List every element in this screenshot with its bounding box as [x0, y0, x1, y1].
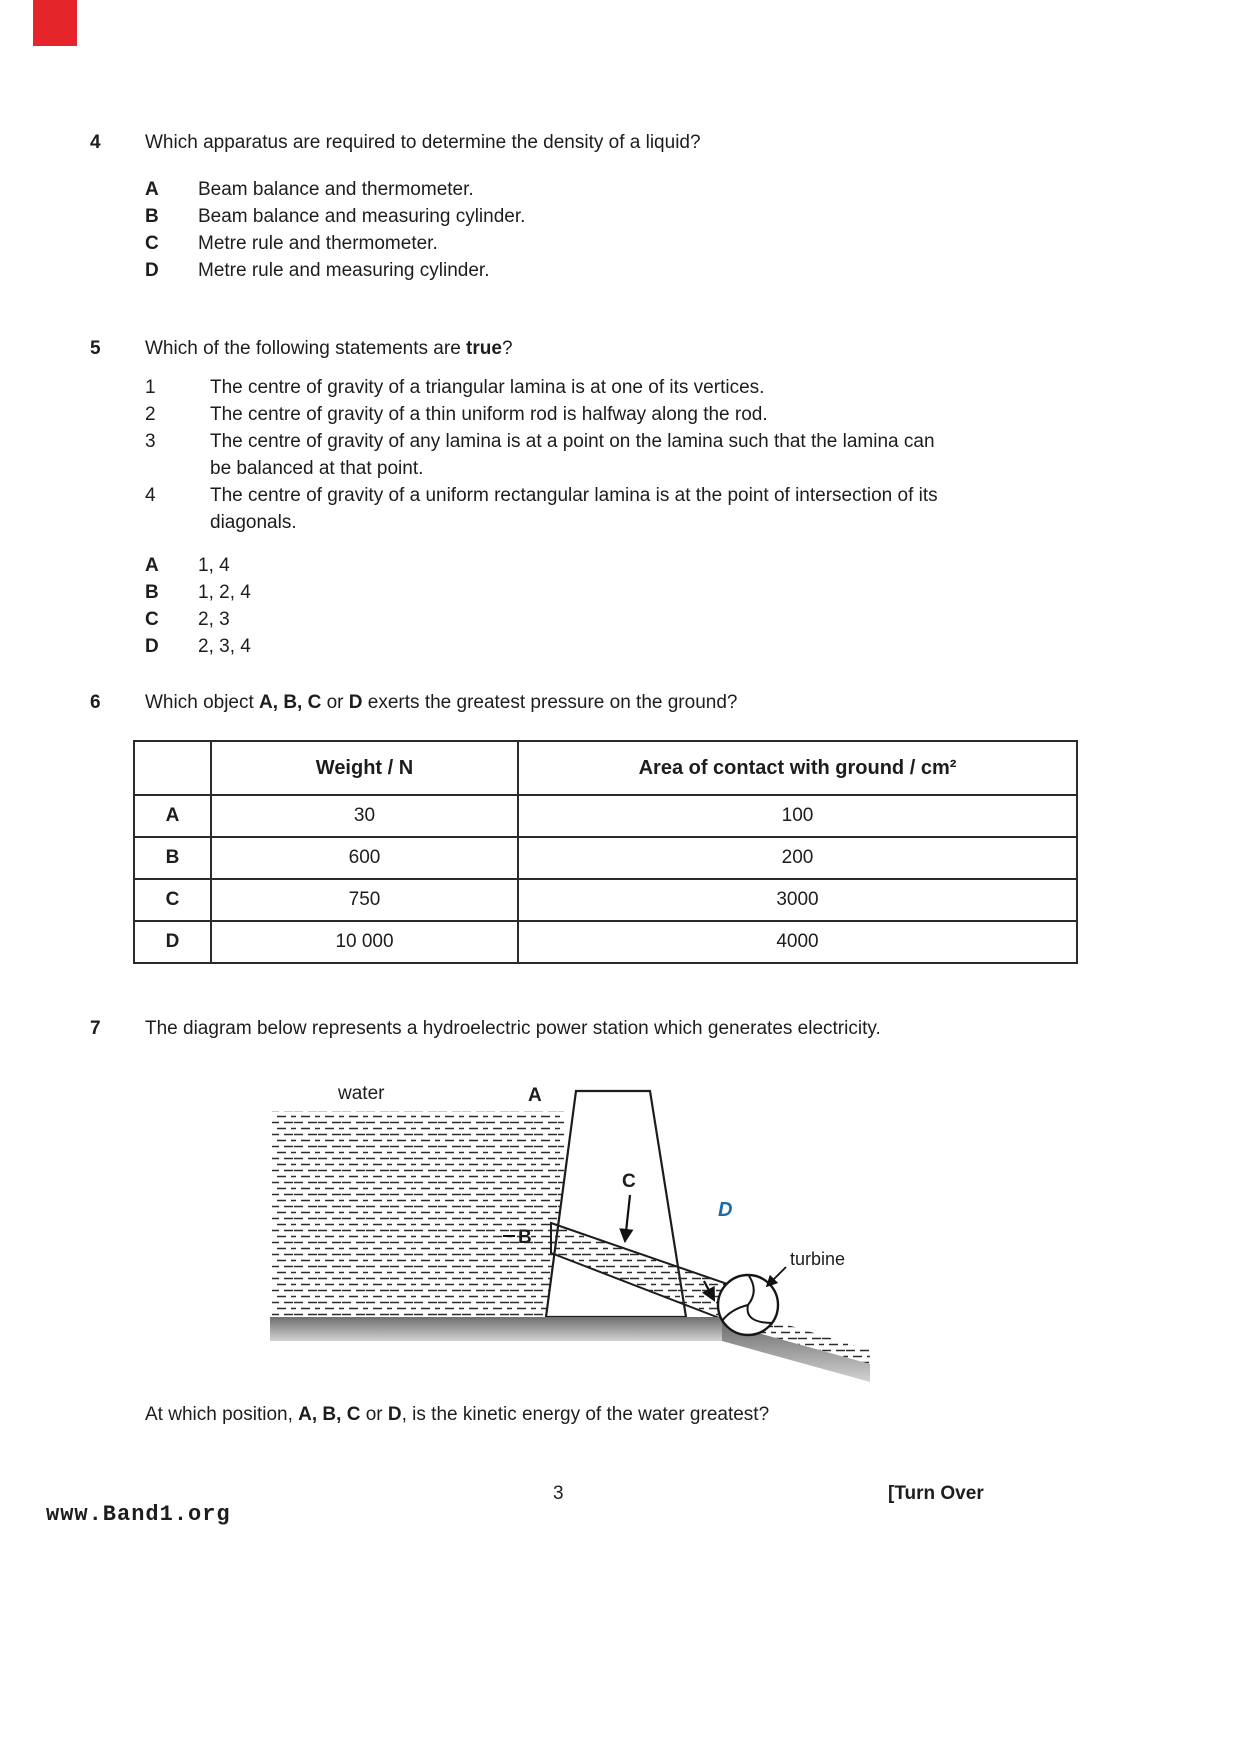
label-d: D [718, 1199, 733, 1221]
statement-row [145, 482, 1045, 536]
page-number: 3 [553, 1483, 564, 1504]
question-6-stem [90, 690, 1078, 716]
row-letter: B [134, 837, 211, 879]
option-letter: A [145, 555, 159, 576]
table-row [134, 837, 1077, 879]
statement-text: The centre of gravity of a triangular lamina is at one of its vertices. [210, 377, 765, 398]
option-row [145, 203, 1045, 230]
table-row [134, 879, 1077, 921]
question-7-question [145, 1402, 769, 1428]
question-number: 6 [90, 692, 101, 713]
label-c: C [622, 1171, 636, 1192]
turbine-leader-arrow [767, 1267, 786, 1286]
option-text: Beam balance and thermometer. [198, 179, 474, 200]
area-value: 4000 [518, 921, 1077, 963]
table-row [134, 921, 1077, 963]
question-7 [90, 1016, 915, 1042]
statement-number: 3 [145, 431, 156, 452]
area-value: 3000 [518, 879, 1077, 921]
column-header-weight: Weight / N [211, 741, 518, 795]
weight-value: 10 000 [211, 921, 518, 963]
option-row [145, 633, 1045, 660]
option-letter: B [145, 582, 159, 603]
statement-row [145, 428, 1045, 482]
option-text: Metre rule and thermometer. [198, 233, 438, 254]
q6-bold-1: A, B, C [259, 692, 322, 713]
option-letter: D [145, 636, 159, 657]
question-text: The diagram below represents a hydroelectric power station which generates electricity. [145, 1018, 881, 1039]
question-4-stem [90, 130, 1045, 156]
row-letter: A [134, 795, 211, 837]
option-row [145, 230, 1045, 257]
hydroelectric-diagram [270, 1083, 870, 1389]
question-number: 4 [90, 132, 101, 153]
option-row [145, 606, 1045, 633]
question-text [145, 690, 1045, 716]
option-letter: A [145, 179, 159, 200]
q7-bold-2: D [387, 1404, 402, 1425]
q6-text-1: Which object [145, 692, 260, 713]
question-text-post: ? [501, 338, 513, 359]
water-label: water [338, 1083, 385, 1104]
option-row [145, 176, 1045, 203]
table-row [134, 795, 1077, 837]
question-number: 5 [90, 338, 101, 359]
option-row [145, 579, 1045, 606]
statement-number: 1 [145, 377, 156, 398]
table-header-row [134, 741, 1077, 795]
row-letter: C [134, 879, 211, 921]
question-5 [90, 336, 1045, 660]
option-text: 2, 3, 4 [198, 636, 251, 657]
statement-text: The centre of gravity of any lamina is at a point on the lamina such that the lamina can be balanced at that point. [210, 431, 935, 479]
question-4-options [145, 176, 1045, 284]
question-7-stem [90, 1016, 915, 1042]
question-6 [90, 690, 1078, 964]
option-text: 2, 3 [198, 609, 230, 630]
hydroelectric-diagram-svg [270, 1083, 870, 1383]
area-value: 200 [518, 837, 1077, 879]
pressure-table [133, 740, 1078, 964]
weight-value: 30 [211, 795, 518, 837]
website-watermark: www.Band1.org [46, 1502, 231, 1527]
q6-text-3: exerts the greatest pressure on the ground? [362, 692, 738, 713]
question-text-bold: true [466, 338, 502, 359]
q7-text-3: , is the kinetic energy of the water greatest? [401, 1404, 770, 1425]
statement-number: 2 [145, 404, 156, 425]
red-corner-mark [33, 0, 77, 46]
question-text: Which apparatus are required to determine the density of a liquid? [145, 132, 701, 153]
option-row [145, 257, 1045, 284]
statement-row [145, 401, 1045, 428]
option-text: 1, 4 [198, 555, 230, 576]
column-header-area: Area of contact with ground / cm² [518, 741, 1077, 795]
row-letter: D [134, 921, 211, 963]
weight-value: 600 [211, 837, 518, 879]
statement-number: 4 [145, 485, 156, 506]
option-letter: C [145, 609, 159, 630]
q6-text-2: or [321, 692, 349, 713]
statement-row [145, 374, 1045, 401]
label-b: B [518, 1227, 532, 1248]
question-text-pre: Which of the following statements are [145, 338, 467, 359]
turn-over-label: [Turn Over [888, 1483, 984, 1504]
question-text [145, 336, 1045, 362]
option-letter: D [145, 260, 159, 281]
option-row [145, 552, 1045, 579]
option-text: Beam balance and measuring cylinder. [198, 206, 526, 227]
area-value: 100 [518, 795, 1077, 837]
question-5-stem [90, 336, 1045, 362]
turbine-label: turbine [790, 1249, 846, 1269]
option-text: Metre rule and measuring cylinder. [198, 260, 490, 281]
question-number: 7 [90, 1018, 101, 1039]
ground [270, 1317, 736, 1341]
table-corner-cell [134, 741, 211, 795]
statement-text: The centre of gravity of a uniform rectangular lamina is at the point of intersection of its diagonals. [210, 485, 938, 533]
q7-text-2: or [360, 1404, 388, 1425]
option-letter: B [145, 206, 159, 227]
label-a: A [528, 1085, 542, 1106]
q6-bold-2: D [348, 692, 363, 713]
option-letter: C [145, 233, 159, 254]
weight-value: 750 [211, 879, 518, 921]
statement-text: The centre of gravity of a thin uniform rod is halfway along the rod. [210, 404, 768, 425]
reservoir-water [272, 1111, 564, 1317]
q7-bold-1: A, B, C [298, 1404, 361, 1425]
q7-text-1: At which position, [145, 1404, 299, 1425]
option-text: 1, 2, 4 [198, 582, 251, 603]
question-5-statements [145, 374, 1045, 536]
question-5-options [145, 552, 1045, 660]
question-4 [90, 130, 1045, 284]
